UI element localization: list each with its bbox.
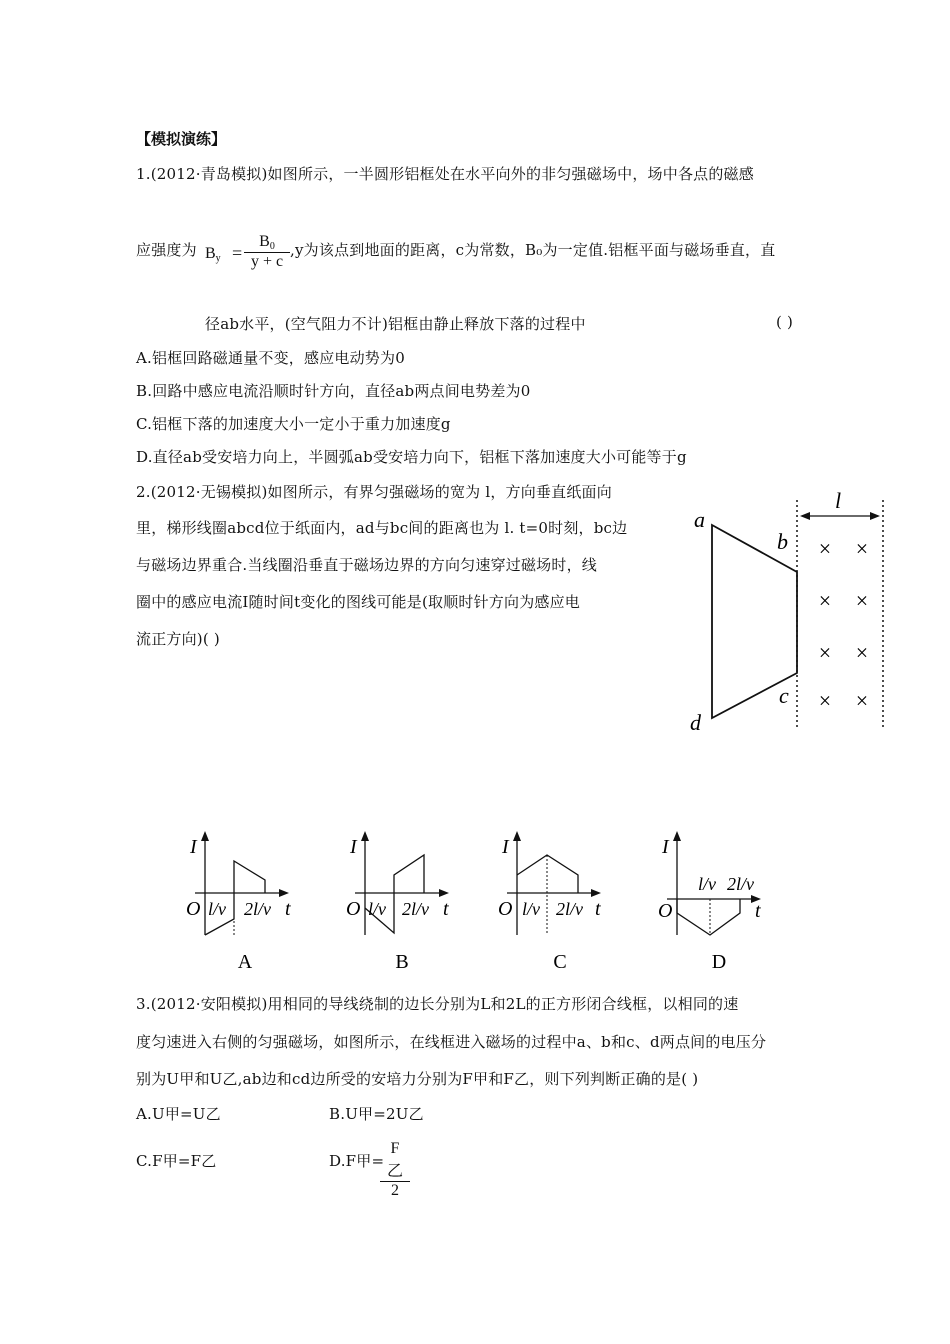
- section-title: 【模拟演练】: [136, 130, 227, 148]
- field-cross: ×: [818, 640, 832, 665]
- width-arrow-right-head: [870, 512, 880, 520]
- graph-a-tick2: 2l/v: [244, 899, 271, 919]
- graph-a-curve: [205, 861, 265, 935]
- q3-line1: 3.(2012·安阳模拟)用相同的导线绕制的边长分别为L和2L的正方形闭合线框，以相同的速: [136, 995, 739, 1013]
- graph-b-tick1: l/v: [368, 899, 386, 919]
- q1-line2-post: ,y为该点到地面的距离，c为常数，B₀为一定值.铝框平面与磁场垂直，直: [290, 241, 776, 259]
- graph-d-tick1: l/v: [698, 874, 716, 894]
- graph-d-origin: O: [658, 900, 673, 922]
- graph-a-origin: O: [186, 898, 201, 920]
- graph-b-t-label: t: [443, 898, 449, 920]
- formula-denominator: y + c: [250, 253, 284, 270]
- q1-line3: 径ab水平，(空气阻力不计)铝框由静止释放下落的过程中: [205, 315, 586, 333]
- q3-option-d-pre: D.F甲=: [329, 1152, 385, 1170]
- field-cross: ×: [855, 588, 869, 613]
- graph-c-i-label: I: [502, 836, 509, 858]
- field-cross: ×: [818, 588, 832, 613]
- formula-lhs-symbol: B: [205, 245, 216, 262]
- corner-c-label: c: [779, 683, 789, 708]
- graph-c-t-arrow: [591, 889, 601, 897]
- graph-b-i-arrow: [361, 831, 369, 841]
- graph-a-t-arrow: [279, 889, 289, 897]
- q2-line4: 圈中的感应电流I随时间t变化的图线可能是(取顺时针方向为感应电: [136, 593, 581, 611]
- q1-option-b: B.回路中感应电流沿顺时针方向，直径ab两点间电势差为0: [136, 382, 531, 400]
- graph-c: [498, 831, 601, 973]
- graph-b-origin: O: [346, 898, 361, 920]
- field-cross: ×: [818, 688, 832, 713]
- graph-c-origin: O: [498, 898, 513, 920]
- q1-answer-paren: ( ): [776, 313, 794, 331]
- graph-d-tick2: 2l/v: [727, 874, 754, 894]
- graph-a-t-label: t: [285, 898, 291, 920]
- q3-line3: 别为U甲和U乙,ab边和cd边所受的安培力分别为F甲和F乙，则下列判断正确的是( ): [136, 1070, 699, 1088]
- choice-a-label: A: [237, 951, 253, 973]
- graph-c-tick1: l/v: [522, 899, 540, 919]
- choice-d-label: D: [711, 951, 727, 973]
- q3-option-d-numerator: F乙: [380, 1140, 410, 1182]
- graph-d-t-label: t: [755, 900, 761, 922]
- q3-option-d-denominator: 2: [391, 1182, 399, 1199]
- q3-option-c: C.F甲=F乙: [136, 1152, 217, 1170]
- corner-b-label: b: [777, 529, 788, 554]
- formula-numerator: $B_0$: [244, 233, 290, 253]
- width-arrow-left-head: [800, 512, 810, 520]
- graph-d: [658, 831, 761, 973]
- corner-a-label: a: [694, 507, 705, 532]
- graph-a-tick1: l/v: [208, 899, 226, 919]
- graph-c-t-label: t: [595, 898, 601, 920]
- q1-option-d: D.直径ab受安培力向上，半圆弧ab受安培力向下，铝框下落加速度大小可能等于g: [136, 448, 687, 466]
- field-cross: ×: [855, 688, 869, 713]
- graph-b-i-label: I: [350, 836, 357, 858]
- formula-lhs-sub: y: [215, 253, 221, 264]
- q3-line2: 度匀速进入右侧的匀强磁场，如图所示，在线框进入磁场的过程中a、b和c、d两点间的电压分: [136, 1033, 767, 1051]
- choice-c-label: C: [553, 951, 567, 973]
- corner-d-label: d: [690, 710, 701, 735]
- graph-b-curve: [365, 855, 424, 933]
- q2-coil-figure: [680, 480, 895, 740]
- q2-line3: 与磁场边界重合.当线圈沿垂直于磁场边界的方向匀速穿过磁场时，线: [136, 556, 597, 574]
- q2-line1: 2.(2012·无锡模拟)如图所示，有界匀强磁场的宽为 l，方向垂直纸面向: [136, 483, 612, 501]
- graph-c-tick2: 2l/v: [556, 899, 583, 919]
- graph-d-i-arrow: [673, 831, 681, 841]
- graph-a-i-arrow: [201, 831, 209, 841]
- q1-line1: 1.(2012·青岛模拟)如图所示，一半圆形铝框处在水平向外的非匀强磁场中，场中各点的磁感: [136, 165, 754, 183]
- graph-d-i-label: I: [662, 836, 669, 858]
- graph-b-t-arrow: [439, 889, 449, 897]
- graph-b-tick2: 2l/v: [402, 899, 429, 919]
- q2-line2: 里，梯形线圈abcd位于纸面内，ad与bc间的距离也为 l. t=0时刻，bc边: [136, 519, 628, 537]
- graph-d-curve: [677, 899, 740, 935]
- graph-c-i-arrow: [513, 831, 521, 841]
- field-cross: ×: [855, 640, 869, 665]
- q1-option-c: C.铝框下落的加速度大小一定小于重力加速度g: [136, 415, 451, 433]
- q3-option-b: B.U甲=2U乙: [329, 1105, 424, 1123]
- graph-a-i-label: I: [190, 836, 197, 858]
- formula-lhs: [205, 245, 221, 264]
- q3-option-d-fraction: [380, 1140, 410, 1200]
- field-cross: ×: [818, 536, 832, 561]
- q2-line5: 流正方向)( ): [136, 630, 220, 648]
- q1-option-a: A.铝框回路磁通量不变，感应电动势为0: [136, 349, 405, 367]
- choice-b-label: B: [395, 951, 409, 973]
- formula-fraction: [244, 233, 290, 271]
- width-label: l: [834, 488, 842, 513]
- q1-line2-pre: 应强度为: [136, 241, 197, 259]
- formula-equals: =: [232, 243, 243, 263]
- q3-option-a: A.U甲=U乙: [136, 1105, 221, 1123]
- field-cross: ×: [855, 536, 869, 561]
- q2-graph-choices: [180, 825, 800, 980]
- graph-a: [186, 831, 291, 973]
- graph-b: [346, 831, 449, 973]
